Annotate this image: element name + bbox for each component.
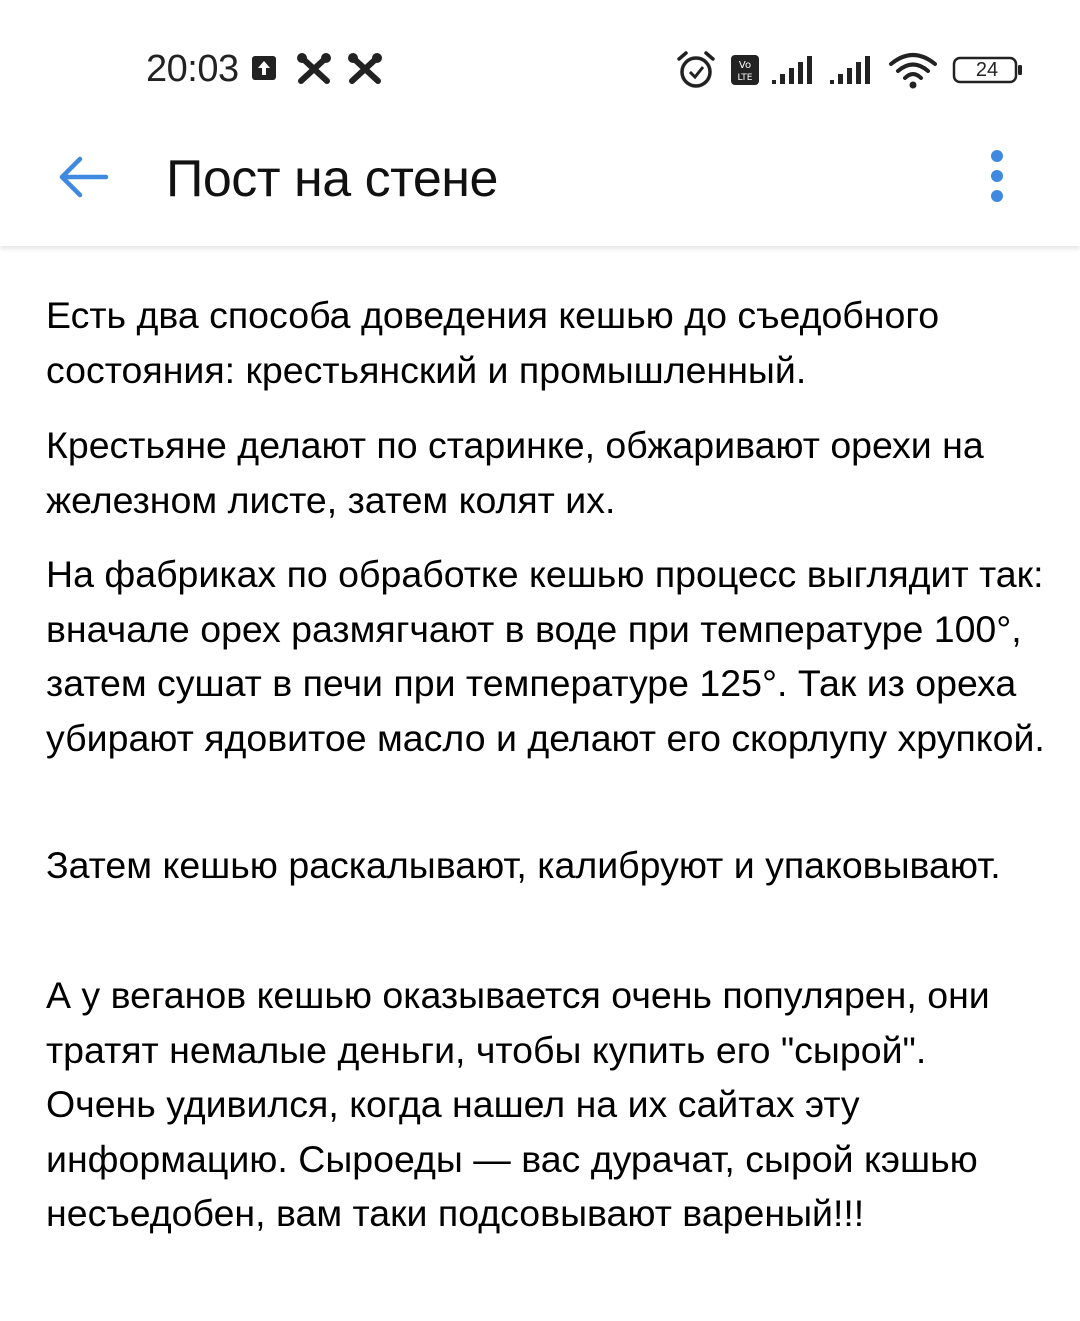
svg-text:Vo: Vo bbox=[738, 60, 752, 71]
svg-text:LTE: LTE bbox=[737, 73, 753, 83]
wifi-icon bbox=[888, 50, 938, 90]
post-paragraph: На фабриках по обработке кешью процесс выглядит так: вначале орех размягчают в воде при температуре 100°, затем сушат в печи при температуре 125°. Так из ореха убирают ядовитое масло и делают его скорлупу хрупкой. bbox=[46, 553, 1045, 759]
post-paragraph: А у веганов кешью оказывается очень популярен, они тратят немалые деньги, чтобы купить его "сырой". Очень удивился, когда нашел на их сайтах эту информацию. Сыроеды — вас дурачат, сырой кэшью несъедобен, вам таки подсовывают вареный!!! bbox=[46, 974, 990, 1234]
arrow-left-icon[interactable] bbox=[54, 152, 114, 202]
alarm-icon bbox=[676, 50, 716, 90]
post-content bbox=[0, 246, 1080, 1321]
status-time: 20:03 bbox=[146, 48, 239, 90]
page-title: Пост на стене bbox=[166, 150, 498, 208]
post-paragraph: Крестьяне делают по старинке, обжаривают орехи на железном листе, затем колят их. bbox=[46, 424, 984, 521]
app-bar bbox=[0, 130, 1080, 246]
status-bar bbox=[0, 0, 1080, 130]
post-paragraph: Затем кешью раскалывают, калибруют и упаковывают. bbox=[46, 844, 1001, 886]
tool-icon bbox=[296, 52, 332, 86]
tool-icon bbox=[347, 52, 383, 86]
volte-icon bbox=[730, 54, 760, 86]
signal-icon bbox=[828, 54, 876, 86]
battery-level: 24 bbox=[975, 59, 999, 81]
post-paragraph: Есть два способа доведения кешью до съедобного состояния: крестьянский и промышленный. bbox=[46, 294, 940, 391]
more-vertical-icon[interactable] bbox=[982, 146, 1012, 206]
upload-icon bbox=[251, 55, 277, 81]
signal-icon bbox=[770, 54, 818, 86]
